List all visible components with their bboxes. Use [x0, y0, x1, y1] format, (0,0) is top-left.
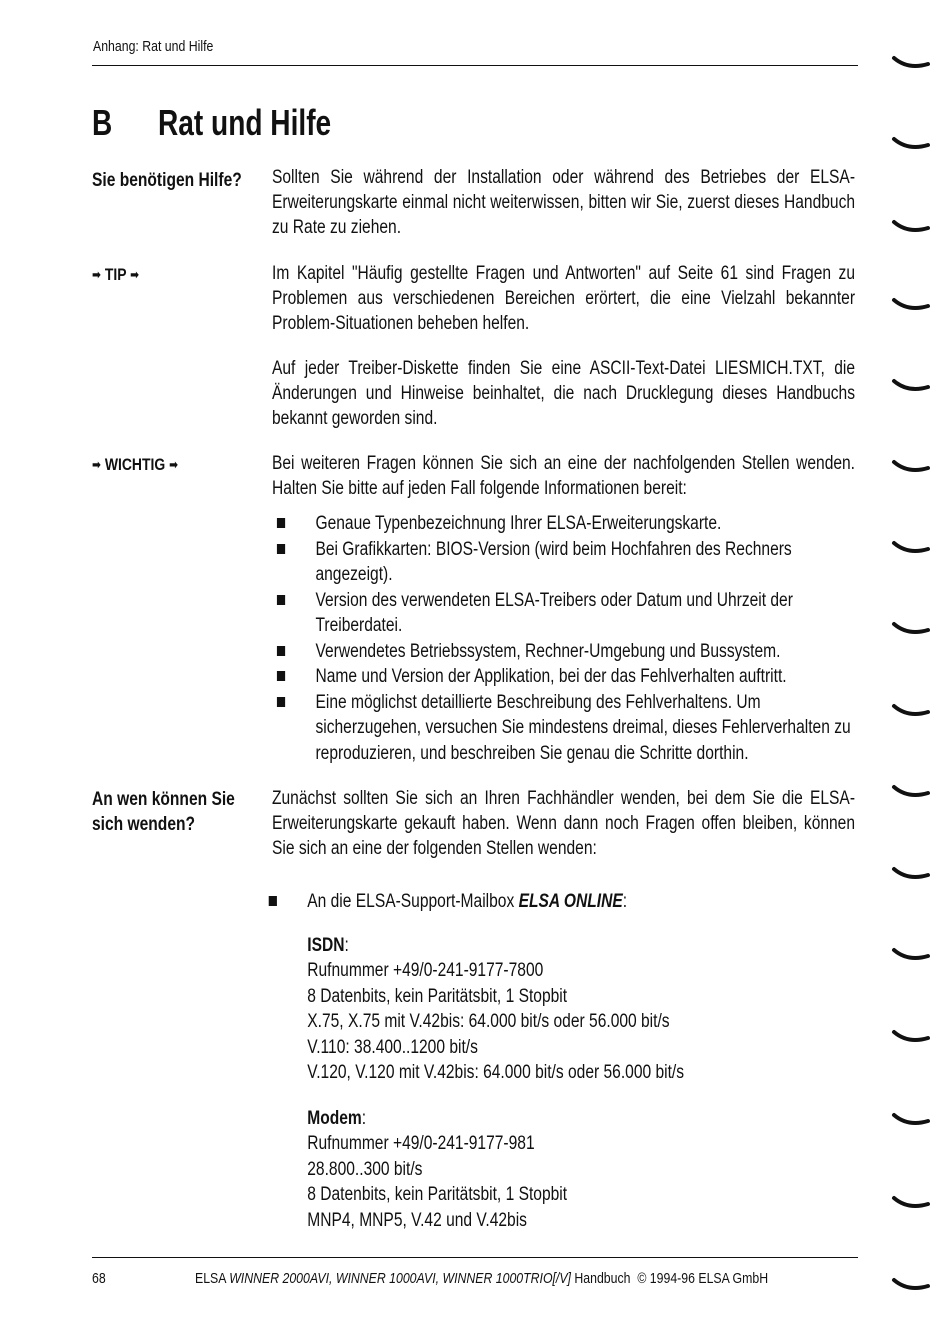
arrow-right-icon: ➡ [92, 267, 101, 282]
list-item: Bei Grafikkarten: BIOS-Version (wird beim Hochfahren des Rechners angezeigt). [272, 537, 855, 588]
binding-hole-icon [894, 1115, 928, 1123]
bullet-square-icon [269, 896, 277, 906]
bullet-square-icon [277, 671, 285, 681]
arrow-right-icon: ➡ [92, 457, 101, 472]
binding-hole-icon [894, 139, 928, 147]
list-item: Name und Version der Applikation, bei der das Fehlverhalten auftritt. [272, 664, 855, 690]
chapter-letter: B [92, 102, 113, 143]
binding-hole-icon [894, 624, 928, 632]
side-label-contact: An wen können Sie sich wenden? [92, 789, 235, 835]
binding-hole-icon [894, 787, 928, 795]
mailbox-name: ELSA ONLINE [518, 891, 623, 912]
side-label-wichtig [92, 452, 178, 477]
tip-label: TIP [104, 265, 127, 284]
isdn-line: V.110: 38.400..1200 bit/s [307, 1036, 478, 1058]
binding-hole-icon [894, 381, 928, 389]
list-item: Version des verwendeten ELSA-Treibers oder Datum und Uhrzeit der Treiberdatei. [272, 588, 855, 639]
bullet-square-icon [277, 595, 285, 605]
page-number: 68 [92, 1270, 106, 1287]
chapter-title: Rat und Hilfe [158, 102, 332, 143]
footer-copyright: © 1994-96 ELSA GmbH [637, 1270, 769, 1287]
binding-hole-icon [894, 1198, 928, 1206]
contact-list [264, 889, 855, 915]
contact-text: Zunächst sollten Sie sich an Ihren Fachhändler wenden, bei dem Sie die ELSA-Erweiterungskarte gekauft haben. Wenn dann noch Fragen offen bleiben, können Sie sich an eine der folgenden Stellen wenden: [272, 788, 856, 859]
binding-hole-icon [894, 950, 928, 958]
binding-marks [888, 0, 938, 1342]
bullet-square-icon [277, 544, 285, 554]
arrow-right-icon: ➡ [169, 457, 179, 472]
list-item: Verwendetes Betriebssystem, Rechner-Umgebung und Bussystem. [272, 639, 855, 665]
tip-paragraph-2: Auf jeder Treiber-Diskette finden Sie eine ASCII-Text-Datei LIESMICH.TXT, die Änderungen und Hinweise beinhaltet, die nach Drucklegung dieses Handbuchs bekannt geworden sind. [272, 358, 856, 429]
binding-hole-icon [894, 869, 928, 877]
list-item: Eine möglichst detaillierte Beschreibung des Fehlverhaltens. Um sicherzugehen, versuchen Sie mindestens dreimal, dieses Fehlerverhalten zu reproduzieren, und beschreiben Sie genau die Schritte dorthin. [272, 690, 855, 767]
modem-line: 28.800..300 bit/s [307, 1158, 423, 1180]
info-list [272, 511, 855, 766]
binding-hole-icon [894, 300, 928, 308]
binding-hole-icon [894, 58, 928, 66]
tip-paragraph-1: Im Kapitel "Häufig gestellte Fragen und Antworten" auf Seite 61 sind Fragen zu Problemen aus verschiedenen Bereichen erörtert, die eine Vielzahl bekannter Problem-Situationen beheben helfen. [272, 263, 856, 334]
side-label-need-help: Sie benötigen Hilfe? [92, 170, 242, 191]
footer-brand: ELSA [195, 1270, 226, 1287]
modem-line: Rufnummer +49/0-241-9177-981 [307, 1133, 535, 1154]
running-header: Anhang: Rat und Hilfe [93, 38, 214, 55]
side-label-tip [92, 262, 139, 287]
need-help-text: Sollten Sie während der Installation oder während des Betriebes der ELSA-Erweiterungskarte einmal nicht weiterwissen, bitten wir Sie, zuerst dieses Handbuch zu Rate zu ziehen. [272, 167, 856, 238]
isdn-block: ISDN: Rufnummer +49/0-241-9177-7800 8 Datenbits, kein Paritätsbit, 1 Stopbit X.75, X.75 mit V.42bis: 64.000 bit/s oder 56.000 bit/s V.110: 38.400..1200 bit/s V.120, V.120 mit V.42bis: 64.000 bit/s oder 56.000 bit/s [307, 933, 855, 1086]
footer-text [195, 1270, 768, 1287]
bullet-square-icon [277, 697, 285, 707]
header-rule [92, 65, 858, 66]
binding-hole-icon [894, 1280, 928, 1288]
section-tip [272, 261, 855, 431]
section-need-help [272, 165, 855, 240]
binding-hole-icon [894, 706, 928, 714]
isdn-line: 8 Datenbits, kein Paritätsbit, 1 Stopbit [307, 985, 568, 1007]
isdn-line: V.120, V.120 mit V.42bis: 64.000 bit/s oder 56.000 bit/s [307, 1062, 685, 1083]
list-item: An die ELSA-Support-Mailbox ELSA ONLINE: [264, 889, 855, 915]
section-contact [272, 786, 855, 1233]
modem-line: 8 Datenbits, kein Paritätsbit, 1 Stopbit [307, 1184, 568, 1205]
bullet-square-icon [277, 646, 285, 656]
isdn-line: X.75, X.75 mit V.42bis: 64.000 bit/s oder 56.000 bit/s [307, 1011, 670, 1032]
modem-heading: Modem [307, 1107, 362, 1129]
isdn-heading: ISDN [307, 934, 345, 956]
wichtig-intro: Bei weiteren Fragen können Sie sich an eine der nachfolgenden Stellen wenden. Halten Sie bitte auf jeden Fall folgende Informationen bereit: [272, 453, 856, 499]
isdn-line: Rufnummer +49/0-241-9177-7800 [307, 960, 544, 981]
binding-hole-icon [894, 1032, 928, 1040]
bullet-square-icon [277, 518, 285, 528]
binding-hole-icon [894, 462, 928, 470]
binding-hole-icon [894, 543, 928, 551]
modem-block: Modem: Rufnummer +49/0-241-9177-981 28.800..300 bit/s 8 Datenbits, kein Paritätsbit, 1 Stopbit MNP4, MNP5, V.42 und V.42bis [307, 1106, 855, 1234]
wichtig-label: WICHTIG [104, 455, 166, 474]
footer-products: WINNER 2000AVI, WINNER 1000AVI, WINNER 1000TRIO[/V] [229, 1270, 571, 1287]
footer-handbook: Handbuch [574, 1270, 631, 1287]
section-wichtig [272, 451, 855, 766]
list-item: Genaue Typenbezeichnung Ihrer ELSA-Erweiterungskarte. [272, 511, 855, 537]
modem-line: MNP4, MNP5, V.42 und V.42bis [307, 1209, 527, 1231]
arrow-right-icon: ➡ [130, 267, 140, 282]
binding-hole-icon [894, 222, 928, 230]
footer-rule [92, 1257, 858, 1258]
